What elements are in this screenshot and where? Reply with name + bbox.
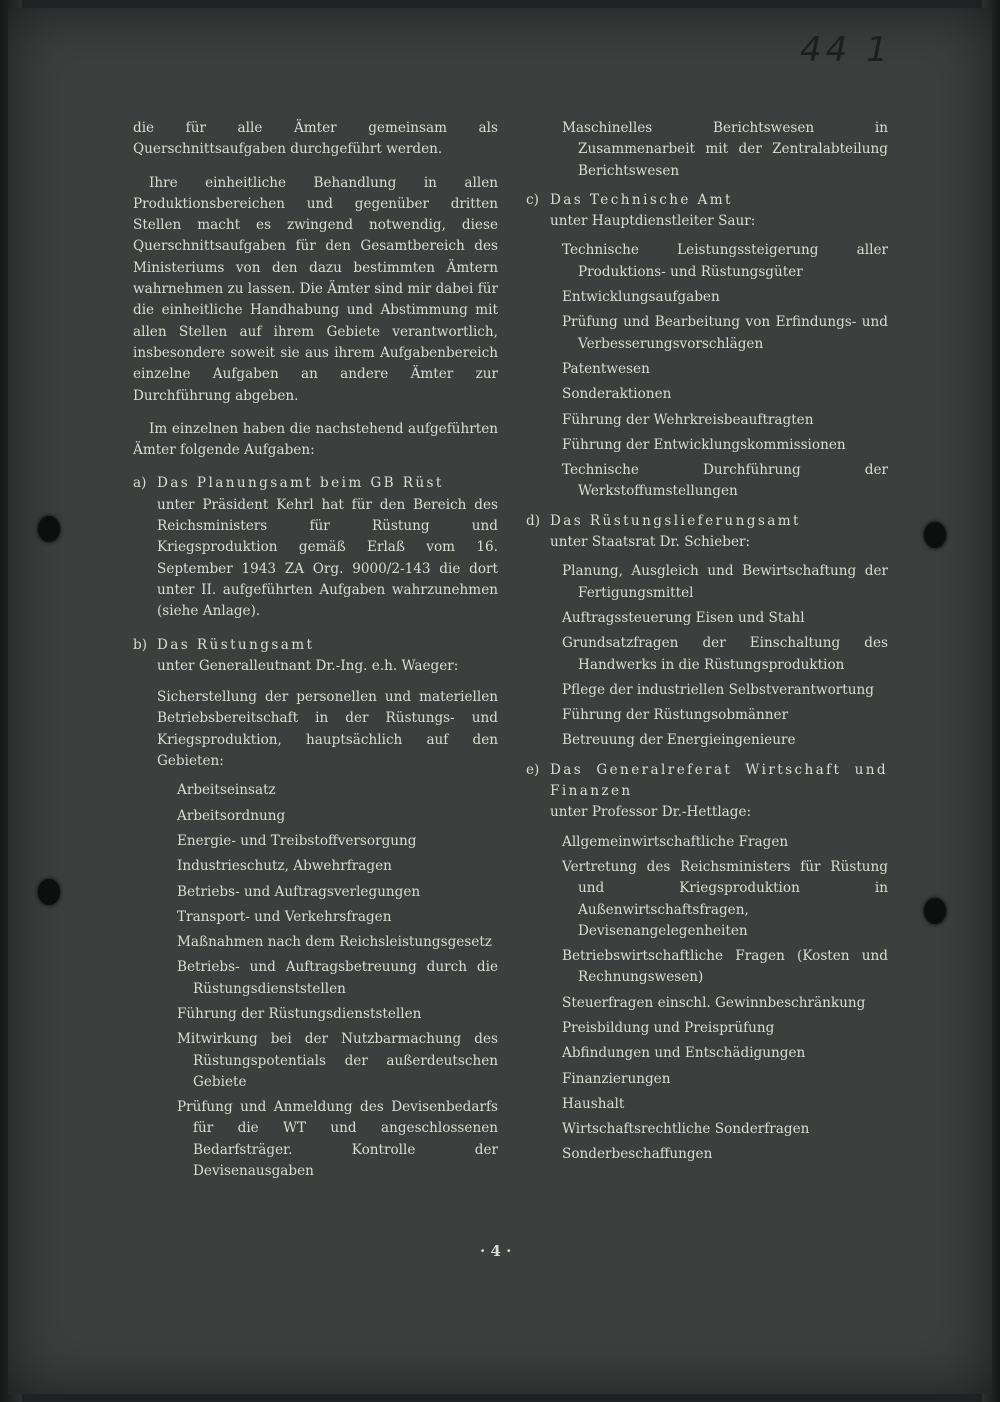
list-item: Auftragssteuerung Eisen und Stahl bbox=[562, 609, 805, 626]
section-b-head: unter Generalleutnant Dr.-Ing. e.h. Waeger: bbox=[157, 657, 459, 674]
paragraph-1: die für alle Ämter gemeinsam als Querschnittsaufgaben durchgeführt werden. bbox=[133, 120, 498, 158]
list-item: Prüfung und Bearbeitung von Erfindungs- und Verbesserungsvorschlägen bbox=[562, 314, 888, 352]
page-number: · 4 · bbox=[480, 1242, 512, 1260]
list-item: Führung der Wehrkreisbeauftragten bbox=[562, 411, 814, 428]
section-e-heading bbox=[526, 760, 888, 803]
list-item: Transport- und Verkehrsfragen bbox=[177, 908, 392, 925]
list-item: Maßnahmen nach dem Reichsleistungsgesetz bbox=[177, 934, 492, 951]
section-d-heading bbox=[526, 511, 888, 532]
list-item: Patentwesen bbox=[562, 360, 650, 377]
right-column bbox=[526, 118, 888, 1174]
list-item: Arbeitsordnung bbox=[177, 807, 286, 824]
section-c-head: unter Hauptdienstleiter Saur: bbox=[550, 213, 756, 230]
section-a-title: Das Planungsamt beim GB Rüst bbox=[157, 475, 444, 492]
list-item: Planung, Ausgleich und Bewirtschaftung der Fertigungsmittel bbox=[562, 563, 888, 601]
section-d-title: Das Rüstungslieferungsamt bbox=[550, 512, 801, 529]
section-b-list-continued bbox=[562, 118, 888, 182]
list-item: Grundsatzfragen der Einschaltung des Handwerks in die Rüstungsproduktion bbox=[562, 635, 888, 673]
punch-hole-right-lower bbox=[924, 898, 946, 924]
section-e-title: Das Generalreferat Wirtschaft und Finanzen bbox=[550, 761, 888, 800]
list-item: Führung der Entwicklungskommissionen bbox=[562, 436, 846, 453]
paragraph-2: Ihre einheitliche Behandlung in allen Produktionsbereichen und gegenüber dritten Stellen macht es zwingend notwendig, diese Querschnittsaufgaben für den Gesamtbereich des Ministeriums von den dazu bestimmten Ämtern wahrnehmen zu lassen. Die Ämter sind mir dabei für die einheitliche Handhabung und Abstimmung mit allen Stellen auf ihrem Gebiete verantwortlich, insbesondere soweit sie aus ihrem Aufgabenbereich einzelne Aufgaben an andere Ämter zur Durchführung abgeben. bbox=[133, 174, 498, 404]
punch-hole-right-upper bbox=[924, 522, 946, 548]
list-item: Führung der Rüstungsdienststellen bbox=[177, 1005, 422, 1022]
list-item: Wirtschaftsrechtliche Sonderfragen bbox=[562, 1121, 810, 1138]
list-item: Allgemeinwirtschaftliche Fragen bbox=[562, 833, 789, 850]
list-item: Abfindungen und Entschädigungen bbox=[562, 1045, 806, 1062]
section-b-heading bbox=[133, 635, 498, 656]
section-e-head: unter Professor Dr.-Hettlage: bbox=[550, 804, 752, 821]
section-a-heading bbox=[133, 473, 498, 494]
list-item: Finanzierungen bbox=[562, 1070, 671, 1087]
section-d-head: unter Staatsrat Dr. Schieber: bbox=[550, 534, 751, 551]
punch-hole-left-lower bbox=[38, 879, 60, 905]
list-item: Energie- und Treibstoffversorgung bbox=[177, 832, 417, 849]
left-column bbox=[133, 118, 498, 1190]
section-b-text: Sicherstellung der personellen und materiellen Betriebsbereitschaft in der Rüstungs- und Kriegsproduktion, hauptsächlich auf den Gebieten: bbox=[157, 689, 498, 770]
section-e-list bbox=[562, 832, 888, 1166]
list-item: Arbeitseinsatz bbox=[177, 782, 276, 799]
list-item: Mitwirkung bei der Nutzbarmachung des Rüstungspotentials der außerdeutschen Gebiete bbox=[177, 1031, 498, 1090]
list-item: Preisbildung und Preisprüfung bbox=[562, 1019, 775, 1036]
section-a-text: unter Präsident Kehrl hat für den Bereich des Reichsministers für Rüstung und Kriegsproduktion gemäß Erlaß vom 16. September 1943 ZA Org. 9000/2-143 die dort unter II. aufgeführten Aufgaben wahrzunehmen (siehe Anlage). bbox=[157, 496, 498, 620]
list-item: Betriebs- und Auftragsbetreuung durch die Rüstungsdienststellen bbox=[177, 959, 498, 997]
list-item: Führung der Rüstungsobmänner bbox=[562, 707, 789, 724]
list-item: Vertretung des Reichsministers für Rüstung und Kriegsproduktion in Außenwirtschaftsfragen, Devisenangelegenheiten bbox=[562, 858, 888, 939]
section-c-heading bbox=[526, 190, 888, 211]
section-c-list bbox=[562, 240, 888, 502]
section-c-letter: c) bbox=[526, 191, 539, 208]
list-item: Betriebs- und Auftragsverlegungen bbox=[177, 883, 421, 900]
paragraph-3: Im einzelnen haben die nachstehend aufgeführten Ämter folgende Aufgaben: bbox=[133, 420, 498, 459]
section-e-letter: e) bbox=[526, 761, 540, 778]
punch-hole-left-upper bbox=[38, 516, 60, 542]
list-item: Sonderbeschaffungen bbox=[562, 1146, 713, 1163]
list-item: Pflege der industriellen Selbstverantwortung bbox=[562, 681, 874, 698]
list-item: Maschinelles Berichtswesen in Zusammenarbeit mit der Zentralabteilung Berichtswesen bbox=[562, 120, 888, 179]
section-c-title: Das Technische Amt bbox=[550, 191, 733, 208]
section-a-letter: a) bbox=[133, 475, 147, 492]
list-item: Betreuung der Energieingenieure bbox=[562, 732, 796, 749]
list-item: Steuerfragen einschl. Gewinnbeschränkung bbox=[562, 994, 866, 1011]
section-d-letter: d) bbox=[526, 512, 541, 529]
section-d-list bbox=[562, 561, 888, 751]
list-item: Technische Durchführung der Werkstoffumstellungen bbox=[562, 462, 888, 500]
list-item: Haushalt bbox=[562, 1095, 625, 1112]
handwritten-folio-mark: 44 1 bbox=[800, 30, 892, 70]
list-item: Prüfung und Anmeldung des Devisenbedarfs für die WT und angeschlossenen Bedarfsträger. Kontrolle der Devisenausgaben bbox=[177, 1099, 498, 1180]
section-b-title: Das Rüstungsamt bbox=[157, 636, 315, 653]
section-b-list bbox=[177, 780, 498, 1182]
list-item: Sonderaktionen bbox=[562, 386, 672, 403]
section-b-letter: b) bbox=[133, 636, 148, 653]
list-item: Technische Leistungssteigerung aller Produktions- und Rüstungsgüter bbox=[562, 242, 888, 280]
list-item: Betriebswirtschaftliche Fragen (Kosten und Rechnungswesen) bbox=[562, 948, 888, 986]
list-item: Industrieschutz, Abwehrfragen bbox=[177, 858, 392, 875]
list-item: Entwicklungsaufgaben bbox=[562, 289, 720, 306]
